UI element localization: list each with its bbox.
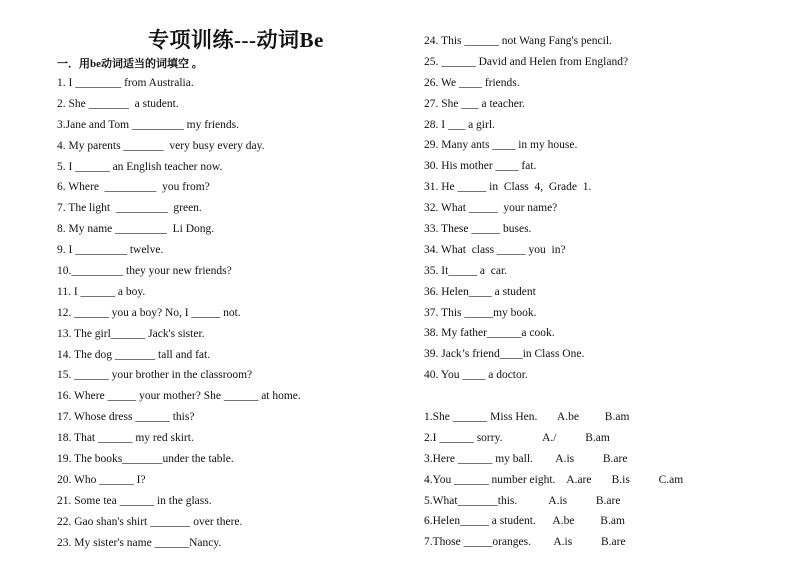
spacer xyxy=(424,389,784,410)
choice-question-item: 4.You ______ number eight. A.are B.is C.am xyxy=(424,473,684,486)
question-item: 16. Where _____ your mother? She ______ at home. xyxy=(57,390,301,403)
choice-question-item: 6.Helen_____ a student. A.be B.am xyxy=(424,515,625,528)
question-item: 5. I ______ an English teacher now. xyxy=(57,160,223,173)
question-item: 4. My parents _______ very busy every day. xyxy=(57,139,265,152)
question-item: 19. The books_______under the table. xyxy=(57,453,234,466)
question-item: 22. Gao shan's shirt _______ over there. xyxy=(57,515,243,528)
left-column xyxy=(57,76,417,556)
question-item: 30. His mother ____ fat. xyxy=(424,160,537,173)
section-heading: 一．用be动词适当的词填空 。 xyxy=(57,58,203,70)
question-item: 14. The dog _______ tall and fat. xyxy=(57,348,211,361)
question-item: 31. He _____ in Class 4, Grade 1. xyxy=(424,181,592,194)
question-item: 1. I ________ from Australia. xyxy=(57,77,194,89)
question-item: 15. ______ your brother in the classroom? xyxy=(57,369,253,382)
question-item: 40. You ____ a doctor. xyxy=(424,369,528,382)
multiple-choice-questions xyxy=(424,410,784,556)
question-item: 18. That ______ my red skirt. xyxy=(57,432,194,445)
question-item: 20. Who ______ I? xyxy=(57,473,146,486)
question-item: 9. I _________ twelve. xyxy=(57,244,164,257)
question-item: 36. Helen____ a student xyxy=(424,285,536,298)
question-item: 35. It_____ a car. xyxy=(424,264,508,277)
question-item: 32. What _____ your name? xyxy=(424,202,558,215)
question-item: 10._________ they your new friends? xyxy=(57,265,232,278)
choice-question-item: 1.She ______ Miss Hen. A.be B.am xyxy=(424,411,630,424)
choice-question-item: 7.Those _____oranges. A.is B.are xyxy=(424,536,626,549)
question-item: 24. This ______ not Wang Fang's pencil. xyxy=(424,35,612,47)
question-item: 2. She _______ a student. xyxy=(57,97,179,110)
question-item: 39. Jack’s friend____in Class One. xyxy=(424,348,585,361)
question-item: 25. ______ David and Helen from England? xyxy=(424,55,629,68)
choice-question-item: 2.I ______ sorry. A./ B.am xyxy=(424,431,610,444)
question-item: 27. She ___ a teacher. xyxy=(424,97,525,110)
question-item: 8. My name _________ Li Dong. xyxy=(57,223,215,236)
page-title: 专项训练---动词Be xyxy=(148,28,324,52)
question-item: 17. Whose dress ______ this? xyxy=(57,411,195,424)
choice-question-item: 3.Here ______ my ball. A.is B.are xyxy=(424,452,628,465)
question-item: 28. I ___ a girl. xyxy=(424,118,495,131)
question-item: 37. This _____my book. xyxy=(424,306,537,319)
question-item: 21. Some tea ______ in the glass. xyxy=(57,494,212,507)
question-item: 26. We ____ friends. xyxy=(424,76,520,89)
question-item: 3.Jane and Tom _________ my friends. xyxy=(57,118,240,131)
choice-question-item: 5.What_______this. A.is B.are xyxy=(424,494,621,507)
question-item: 33. These _____ buses. xyxy=(424,223,532,236)
question-item: 7. The light _________ green. xyxy=(57,202,202,215)
question-item: 23. My sister's name ______Nancy. xyxy=(57,536,222,549)
question-item: 34. What class _____ you in? xyxy=(424,243,566,256)
question-item: 13. The girl______ Jack's sister. xyxy=(57,327,205,340)
fill-in-questions-right xyxy=(424,34,784,389)
question-item: 38. My father______a cook. xyxy=(424,327,555,340)
question-item: 29. Many ants ____ in my house. xyxy=(424,139,578,152)
question-item: 6. Where _________ you from? xyxy=(57,181,210,194)
question-item: 12. ______ you a boy? No, I _____ not. xyxy=(57,306,241,319)
right-column xyxy=(424,34,784,556)
question-item: 11. I ______ a boy. xyxy=(57,285,146,298)
